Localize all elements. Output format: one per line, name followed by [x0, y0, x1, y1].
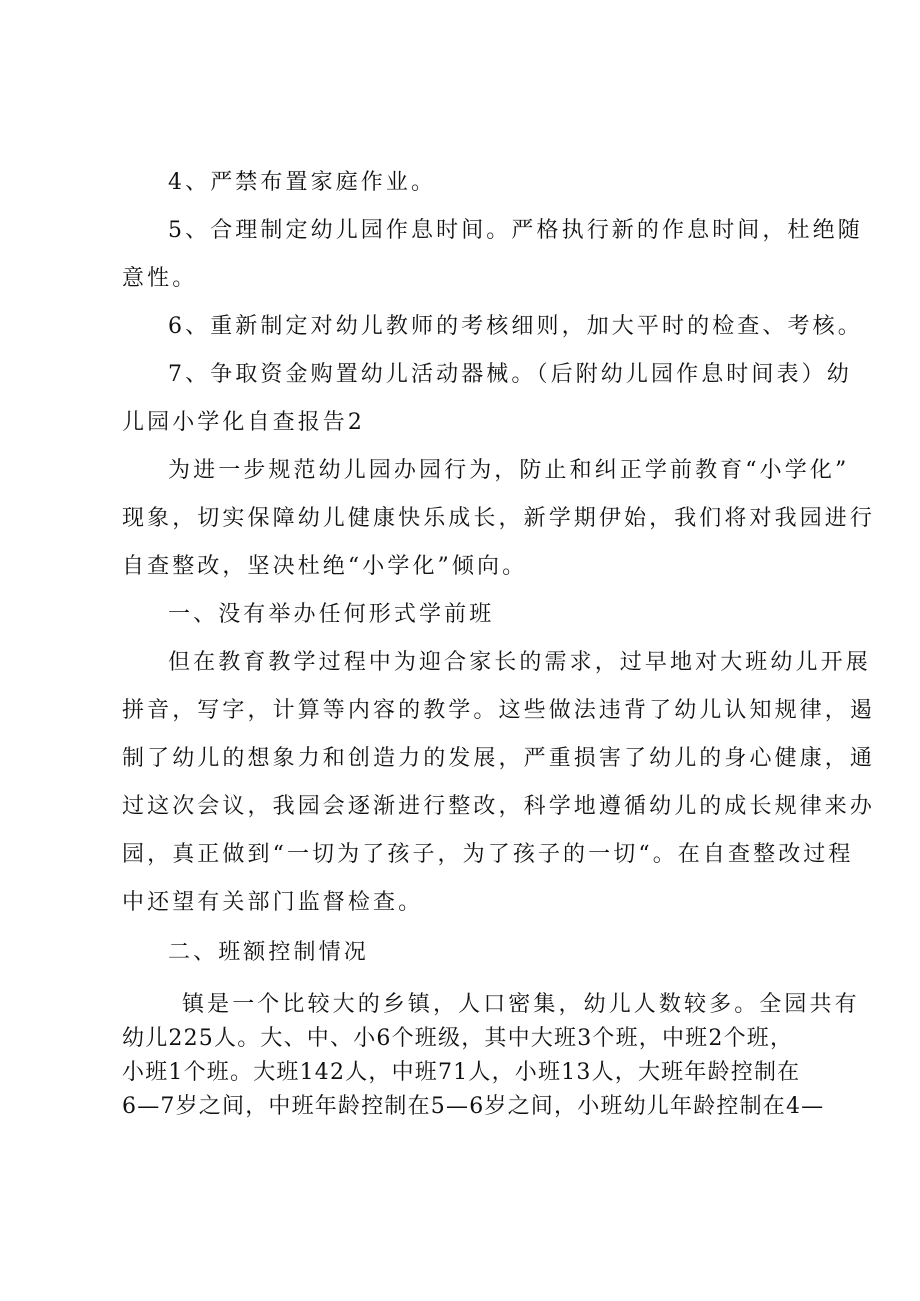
section1-paragraph-line-3: 制了幼儿的想象力和创造力的发展，严重损害了幼儿的身心健康，通	[122, 746, 876, 771]
section2-paragraph-line-1: 镇是一个比较大的乡镇，人口密集，幼儿人数较多。全园共有	[182, 992, 860, 1017]
text-line-item-6: 6、重新制定对幼儿教师的考核细则，加大平时的检查、考核。	[168, 314, 863, 339]
text-line-item-7: 7、争取资金购置幼儿活动器械。（后附幼儿园作息时间表）幼	[168, 362, 852, 387]
section1-paragraph-line-2: 拼音，写字，计算等内容的教学。这些做法违背了幼儿认知规律，遏	[122, 698, 876, 723]
section1-paragraph-line-6: 中还望有关部门监督检查。	[122, 890, 424, 915]
section1-paragraph-line-5: 园，真正做到“一切为了孩子，为了孩子的一切“。在自查整改过程	[122, 842, 854, 867]
section2-paragraph-line-4: 6—7岁之间，中班年龄控制在5—6岁之间，小班幼儿年龄控制在4—	[122, 1094, 825, 1119]
section2-paragraph-line-2: 幼儿225人。大、中、小6个班级，其中大班3个班，中班2个班，	[122, 1026, 794, 1051]
intro-paragraph-line-2: 现象，切实保障幼儿健康快乐成长，新学期伊始，我们将对我园进行	[122, 506, 876, 531]
text-line-item-4: 4、严禁布置家庭作业。	[168, 170, 437, 195]
section2-paragraph-line-3: 小班1个班。大班142人，中班71人，小班13人，大班年龄控制在	[122, 1060, 801, 1085]
text-line-item-5: 5、合理制定幼儿园作息时间。严格执行新的作息时间，杜绝随	[168, 218, 863, 243]
section-heading-1: 一、没有举办任何形式学前班	[168, 602, 495, 627]
intro-paragraph-line-3: 自查整改，坚决杜绝“小学化”倾向。	[122, 554, 528, 579]
section-heading-2: 二、班额控制情况	[168, 940, 369, 965]
section1-paragraph-line-1: 但在教育教学过程中为迎合家长的需求，过早地对大班幼儿开展	[168, 650, 871, 675]
intro-paragraph-line-1: 为进一步规范幼儿园办园行为，防止和纠正学前教育“小学化”	[168, 458, 850, 483]
text-line-item-5-cont: 意性。	[122, 266, 198, 291]
report-title-line: 儿园小学化自查报告2	[122, 410, 365, 435]
section1-paragraph-line-4: 过这次会议，我园会逐渐进行整改，科学地遵循幼儿的成长规律来办	[122, 794, 876, 819]
